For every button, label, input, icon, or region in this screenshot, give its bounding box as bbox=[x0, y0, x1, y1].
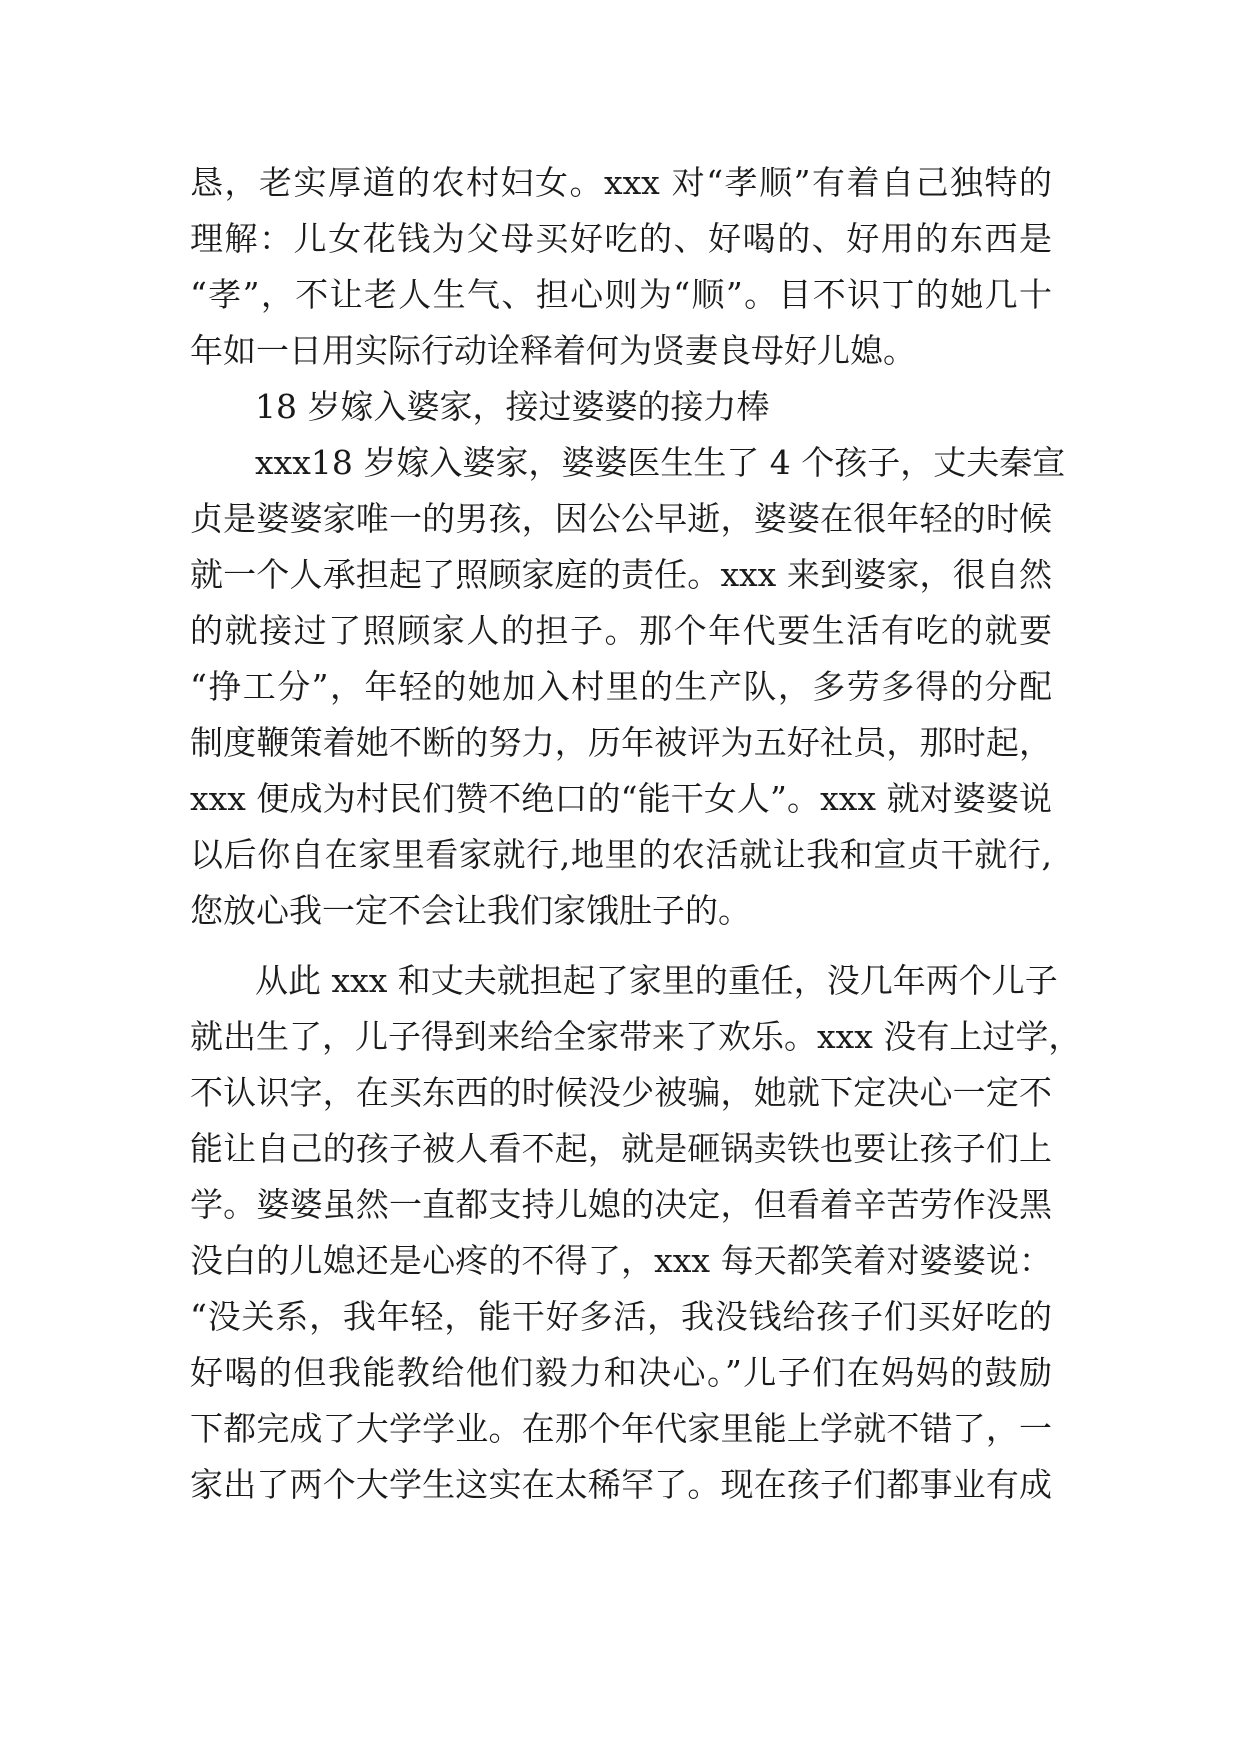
text-line: 下都完成了大学学业。在那个年代家里能上学就不错了，一 bbox=[190, 1409, 1052, 1448]
text-line: 学。婆婆虽然一直都支持儿媳的决定，但看着辛苦劳作没黑 bbox=[190, 1185, 1052, 1224]
text-line: 以后你自在家里看家就行,地里的农活就让我和宣贞干就行, bbox=[190, 835, 1052, 874]
text-line: 您放心我一定不会让我们家饿肚子的。 bbox=[190, 891, 751, 930]
paragraph bbox=[190, 953, 1082, 1513]
section-heading bbox=[190, 379, 1052, 435]
text-line: 年如一日用实际行动诠释着何为贤妻良母好儿媳。 bbox=[190, 331, 916, 370]
text-line: 贞是婆婆家唯一的男孩，因公公早逝，婆婆在很年轻的时候 bbox=[190, 499, 1052, 538]
text-line: xxx18 岁嫁入婆家，婆婆医生生了 4 个孩子，丈夫秦宣 bbox=[255, 443, 1066, 482]
text-line: 好喝的但我能教给他们毅力和决心。”儿子们在妈妈的鼓励 bbox=[190, 1353, 1052, 1392]
document-body bbox=[190, 155, 1082, 1513]
text-line: 不认识字，在买东西的时候没少被骗，她就下定决心一定不 bbox=[190, 1073, 1052, 1112]
text-line: 没白的儿媳还是心疼的不得了，xxx 每天都笑着对婆婆说： bbox=[190, 1241, 1052, 1280]
text-line: 就出生了，儿子得到来给全家带来了欢乐。xxx 没有上过学， bbox=[190, 1017, 1082, 1056]
text-line: 能让自己的孩子被人看不起，就是砸锅卖铁也要让孩子们上 bbox=[190, 1129, 1052, 1168]
paragraph bbox=[190, 155, 1052, 379]
paragraph-gap bbox=[190, 939, 1052, 953]
text-line: 的就接过了照顾家人的担子。那个年代要生活有吃的就要 bbox=[190, 611, 1052, 650]
text-line: “挣工分”，年轻的她加入村里的生产队，多劳多得的分配 bbox=[190, 667, 1052, 706]
text-line: “没关系，我年轻，能干好多活，我没钱给孩子们买好吃的 bbox=[190, 1297, 1052, 1336]
text-line: 家出了两个大学生这实在太稀罕了。现在孩子们都事业有成 bbox=[190, 1465, 1052, 1504]
paragraph bbox=[190, 435, 1066, 939]
text-line: 理解：儿女花钱为父母买好吃的、好喝的、好用的东西是 bbox=[190, 219, 1052, 258]
text-line: “孝”，不让老人生气、担心则为“顺”。目不识丁的她几十 bbox=[190, 275, 1052, 314]
text-line: xxx 便成为村民们赞不绝口的“能干女人”。xxx 就对婆婆说 bbox=[190, 779, 1052, 818]
text-line: 就一个人承担起了照顾家庭的责任。xxx 来到婆家，很自然 bbox=[190, 555, 1052, 594]
text-line: 18 岁嫁入婆家，接过婆婆的接力棒 bbox=[255, 387, 770, 426]
text-line: 制度鞭策着她不断的努力，历年被评为五好社员，那时起， bbox=[190, 723, 1052, 762]
text-line: 恳，老实厚道的农村妇女。xxx 对“孝顺”有着自己独特的 bbox=[190, 163, 1052, 202]
text-line: 从此 xxx 和丈夫就担起了家里的重任，没几年两个儿子 bbox=[255, 961, 1058, 1000]
